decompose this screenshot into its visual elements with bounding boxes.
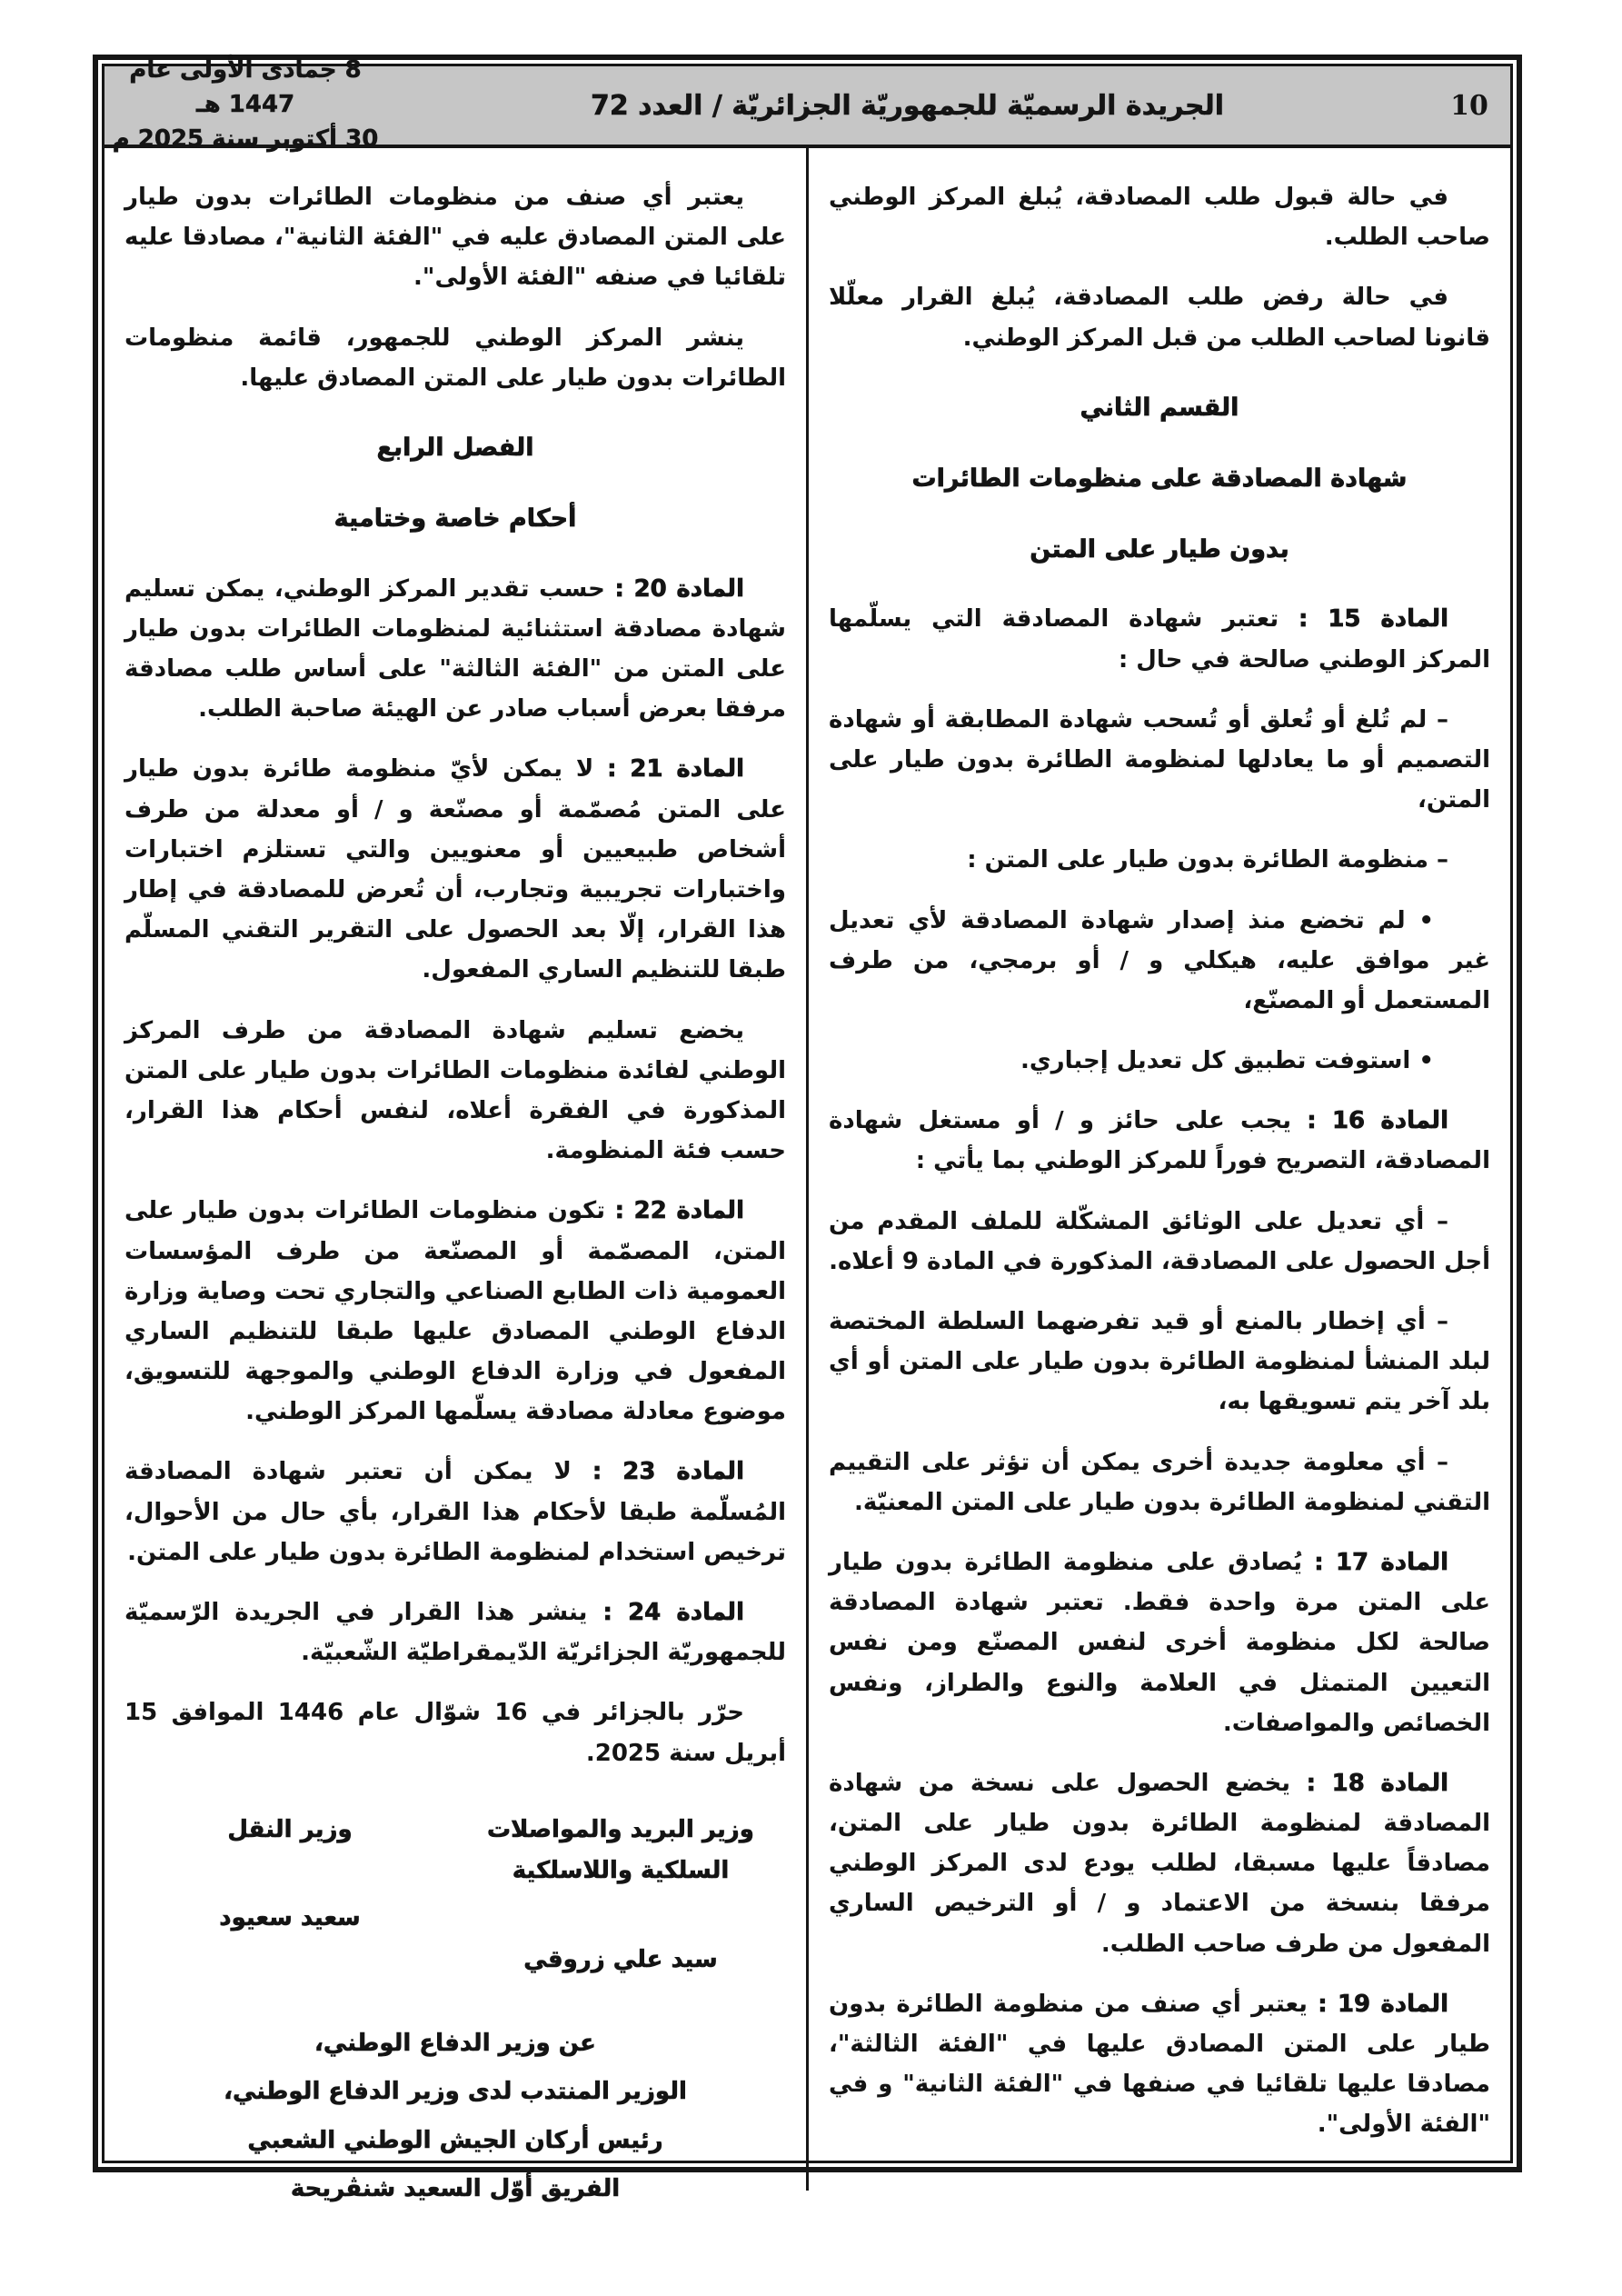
section-heading: بدون طيار على المتن xyxy=(1030,534,1289,564)
bullet-item: • لم تخضع منذ إصدار شهادة المصادقة لأي تعديل غير موافق عليه، هيكلي و / أو برمجي، من طرف المستعمل أو المصنّع، xyxy=(829,906,1490,1014)
dateline-paragraph: حرّر بالجزائر في 16 شوّال عام 1446 الموافق 15 أبريل سنة 2025. xyxy=(124,1699,786,1767)
column-right xyxy=(809,148,1510,2216)
article-text: ينشر هذا القرار في الجريدة الرّسميّة للجمهوريّة الجزائريّة الدّيمقراطيّة الشّعبيّة. xyxy=(124,1599,786,1667)
page-frame-inner xyxy=(102,56,1513,2203)
page-frame xyxy=(93,55,1522,2203)
paragraph: ينشر المركز الوطني للجمهور، قائمة منظومات الطائرات بدون طيار على المتن المصادق عليها. xyxy=(124,324,786,392)
article-paragraph xyxy=(829,1984,1490,2145)
section-heading: الفصل الرابع xyxy=(376,433,534,462)
article-text: حسب تقدير المركز الوطني، يمكن تسليم شهادة مصادقة استثنائية لمنظومات الطائرات بدون طيار على المتن من "الفئة الثالثة" على أساس طلب مصادقة مرفقا بعرض أسباب صادر عن الهيئة صاحبة الطلب. xyxy=(124,574,786,724)
article-label: المادة 22 : xyxy=(614,1197,744,1225)
minister-name: سيد علي زروقي xyxy=(523,1945,718,1973)
column-left xyxy=(104,148,806,2216)
minister-title xyxy=(455,1810,786,1892)
column-divider xyxy=(806,148,809,2191)
hijri-date: 8 جمادى الأولى عام 1447 هـ xyxy=(129,56,362,119)
minister-name: سعيد سعيود xyxy=(219,1904,361,1932)
dash-item: – لم تُلغ أو تُعلق أو تُسحب شهادة المطابقة أو شهادة التصميم أو ما يعادلها لمنظومة الطائرة بدون طيار على المتن، xyxy=(829,705,1490,814)
paragraph: في حالة قبول طلب المصادقة، يُبلغ المركز الوطني صاحب الطلب. xyxy=(829,184,1490,252)
article-paragraph xyxy=(124,1191,786,1432)
article-text: لا يمكن أن تعتبر شهادة المصادقة المُسلّمة طبقا لأحكام هذا القرار، بأي حال من الأحوال، ترخيص استخدام لمنظومة الطائرة بدون طيار على المتن. xyxy=(124,1458,786,1566)
defense-line: الوزير المنتدب لدى وزير الدفاع الوطني، xyxy=(224,2078,687,2106)
defense-line: عن وزير الدفاع الوطني، xyxy=(314,2029,596,2057)
journal-title: الجريدة الرسميّة للجمهوريّة الجزائريّة / العدد 72 xyxy=(590,89,1225,122)
bullet-item: • استوفت تطبيق كل تعديل إجباري. xyxy=(1020,1047,1434,1075)
article-label: المادة 18 : xyxy=(1306,1769,1448,1797)
masthead-band xyxy=(104,56,1510,153)
article-label: المادة 24 : xyxy=(602,1599,744,1627)
article-text: يجب على حائز و / أو مستغل شهادة المصادقة، التصريح فوراً للمركز الوطني بما يأتي : xyxy=(829,1107,1490,1175)
article-paragraph xyxy=(829,1101,1490,1181)
article-paragraph xyxy=(124,749,786,990)
section-heading: أحكام خاصة وختامية xyxy=(333,504,577,533)
article-paragraph xyxy=(829,1763,1490,1964)
defense-line: رئيس أركان الجيش الوطني الشعبي xyxy=(247,2126,663,2154)
content-area xyxy=(104,148,1510,2216)
page-number: 10 xyxy=(1450,89,1488,122)
article-label: المادة 23 : xyxy=(592,1458,744,1486)
dash-item: – أي معلومة جديدة أخرى يمكن أن تؤثر على التقييم التقني لمنظومة الطائرة بدون طيار على المتن المعنيّة. xyxy=(829,1448,1490,1516)
article-paragraph xyxy=(124,569,786,730)
signature-row xyxy=(124,1810,786,1980)
article-text: يعتبر أي صنف من منظومة الطائرة بدون طيار على المتن المصادق عليها في "الفئة الثالثة"، مصادقا عليها تلقائيا في صنفها في "الفئة الثانية" و في "الفئة الأولى". xyxy=(829,1990,1490,2139)
article-label: المادة 17 : xyxy=(1314,1548,1448,1576)
minister-title: وزير النقل xyxy=(227,1815,353,1843)
article-text: لا يمكن لأيّ منظومة طائرة بدون طيار على المتن مُصمّمة أو مصنّعة و / أو معدلة من طرف أشخاص طبيعيين أو معنويين والتي تستلزم اختبارات واختبارات تجريبية وتجارب، أن تُعرض للمصادقة في إطار هذا القرار، إلّا بعد الحصول على التقرير التقني المسلّم طبقا للتنظيم الساري المفعول. xyxy=(124,755,786,984)
article-label: المادة 21 : xyxy=(607,755,744,784)
signature-defense-block xyxy=(124,2021,786,2212)
article-label: المادة 15 : xyxy=(1299,605,1448,634)
paragraph: يخضع تسليم شهادة المصادقة من طرف المركز الوطني لفائدة منظومات الطائرات بدون طيار على المتن المذكورة في الفقرة أعلاه، لنفس أحكام هذا القرار، حسب فئة المنظومة. xyxy=(124,1016,786,1165)
article-text: تكون منظومات الطائرات بدون طيار على المتن، المصمّمة أو المصنّعة من طرف المؤسسات العمومية ذات الطابع الصناعي والتجاري تحت وصاية وزارة الدفاع الوطني المصادق عليها طبقا للتنظيم الساري المفعول في وزارة الدفاع الوطني والموجهة للتسويق، موضوع معادلة مصادقة يسلّمها المركز الوطني. xyxy=(124,1197,786,1426)
article-label: المادة 16 : xyxy=(1307,1107,1448,1135)
article-paragraph xyxy=(124,1452,786,1572)
defense-name: الفريق أوّل السعيد شنڤريحة xyxy=(290,2175,621,2203)
article-label: المادة 20 : xyxy=(614,574,744,603)
gregorian-date: 30 أكتوبر سنة 2025 م xyxy=(112,125,379,153)
article-paragraph xyxy=(124,1592,786,1672)
dash-item: – أي إخطار بالمنع أو قيد تفرضهما السلطة المختصة لبلد المنشأ لمنظومة الطائرة بدون طيار على المتن أو أي بلد آخر يتم تسويقها به، xyxy=(829,1308,1490,1416)
article-text: يُصادق على منظومة الطائرة بدون طيار على المتن مرة واحدة فقط. تعتبر شهادة المصادقة صالحة لكل منظومة أخرى لنفس المصنّع ومن نفس التعيين المتمثل في العلامة والنوع والطراز، ونفس الخصائص والمواصفات. xyxy=(829,1548,1490,1737)
article-paragraph xyxy=(829,599,1490,679)
paragraph: يعتبر أي صنف من منظومات الطائرات بدون طيار على المتن المصادق عليه في "الفئة الثانية"، مصادقا عليه تلقائيا في صنفه "الفئة الأولى". xyxy=(124,184,786,292)
issue-dates xyxy=(104,54,386,156)
dash-item: – منظومة الطائرة بدون طيار على المتن : xyxy=(967,846,1448,874)
section-heading: القسم الثاني xyxy=(1080,393,1239,422)
dash-item: – أي تعديل على الوثائق المشكّلة للملف المقدم من أجل الحصول على المصادقة، المذكورة في المادة 9 أعلاه. xyxy=(829,1207,1490,1275)
section-heading: شهادة المصادقة على منظومات الطائرات xyxy=(911,464,1408,493)
article-paragraph xyxy=(829,1542,1490,1743)
paragraph: في حالة رفض طلب المصادقة، يُبلغ القرار معلّلا قانونا لصاحب الطلب من قبل المركز الوطني. xyxy=(829,284,1490,352)
signature-post-minister xyxy=(455,1810,786,1980)
article-text: يخضع الحصول على نسخة من شهادة المصادقة لمنظومة الطائرة بدون طيار على المتن، مصادقاً عليها مسبقا، لطلب يودع لدى المركز الوطني مرفقا بنسخة من الاعتماد و / أو الترخيص الساري المفعول من طرف صاحب الطلب. xyxy=(829,1769,1490,1958)
minister-title-line: السلكية واللاسلكية xyxy=(512,1857,730,1885)
signature-transport-minister xyxy=(124,1810,455,1980)
minister-title-line: وزير البريد والمواصلات xyxy=(487,1815,754,1843)
article-text: تعتبر شهادة المصادقة التي يسلّمها المركز الوطني صالحة في حال : xyxy=(829,605,1490,674)
article-label: المادة 19 : xyxy=(1318,1990,1448,2018)
